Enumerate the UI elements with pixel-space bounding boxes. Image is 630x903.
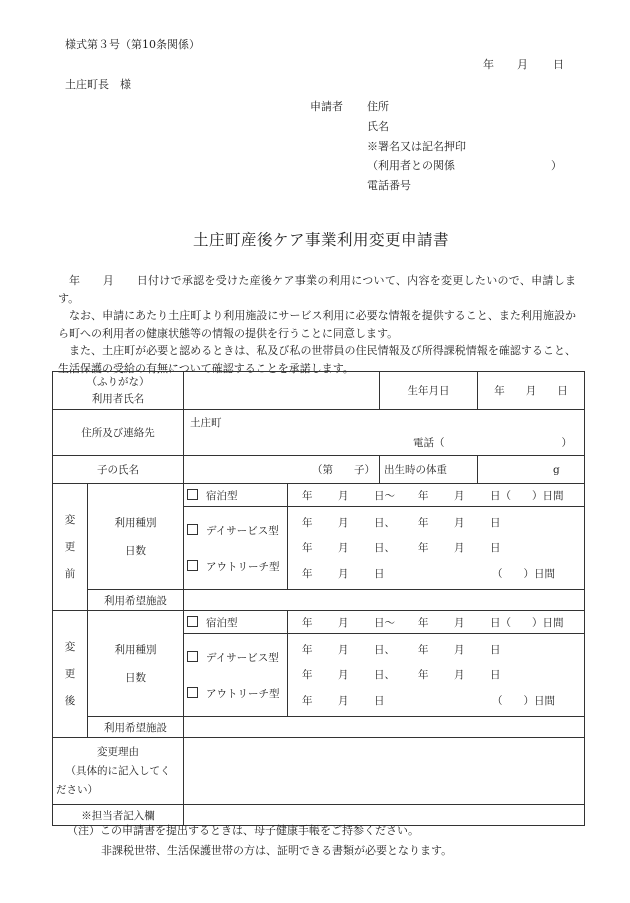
after-char: 変: [64, 640, 76, 653]
applicant-label: 申請者: [310, 100, 343, 113]
date-token: 年: [302, 517, 313, 530]
paragraph: なお、申請にあたり土庄町より利用施設にサービス利用に必要な情報を提供すること、また利用施設から町への利用者の健康状態等の情報の提供を行うことに同意します。: [58, 309, 576, 340]
before-char: 変: [64, 513, 76, 526]
applicant-address: 住所: [367, 100, 389, 113]
date-token: 月: [338, 669, 349, 682]
date-token: 年: [302, 616, 313, 629]
before-char: 前: [64, 567, 76, 580]
option-outreach-label: アウトリーチ型: [206, 560, 280, 573]
stay-dates[interactable]: [288, 611, 585, 634]
user-name-label: 利用者氏名: [91, 392, 145, 405]
day-outreach-dates[interactable]: [288, 507, 585, 590]
facility-label: 利用希望施設: [88, 590, 184, 611]
date-token: 月: [338, 616, 349, 629]
address-contact-label: 住所及び連絡先: [53, 410, 184, 456]
date-token: 月: [454, 489, 465, 502]
date-token: 年: [418, 517, 429, 530]
option-group: [184, 634, 288, 717]
option-group: [184, 507, 288, 590]
user-name-field[interactable]: [184, 372, 380, 410]
date-day: 日: [553, 58, 564, 71]
facility-field[interactable]: [184, 590, 585, 611]
birth-date-field[interactable]: 年 月 日: [478, 372, 585, 410]
date-token: 月: [454, 669, 465, 682]
option-day-label: デイサービス型: [206, 651, 279, 664]
date-token: 年: [418, 669, 429, 682]
phone-close: ）: [561, 437, 572, 449]
date-token: 日〜: [374, 489, 395, 502]
checkbox[interactable]: [187, 489, 198, 500]
option-stay[interactable]: [184, 484, 288, 507]
child-name-label: 子の氏名: [53, 456, 184, 484]
furigana-label: （ふりがな）: [86, 375, 150, 388]
date-token: 日〜: [374, 616, 395, 629]
date-token: 年: [302, 644, 313, 657]
date-token: 日、: [374, 517, 395, 530]
birth-weight-label: 出生時の体重: [380, 456, 478, 484]
town-label: 土庄町: [190, 417, 222, 429]
date-month: 月: [517, 58, 528, 71]
option-day[interactable]: [187, 650, 284, 665]
page-title: 土庄町産後ケア事業利用変更申請書: [193, 231, 450, 249]
after-char: 更: [64, 667, 76, 680]
days-text: 日数: [125, 671, 146, 684]
date-token: 月: [454, 644, 465, 657]
weight-unit: g: [553, 463, 560, 476]
date-year: 年: [483, 58, 494, 71]
usage-type-label: [88, 484, 184, 590]
note-1: （注）この申請書を提出するときは、母子健康手帳をご持参ください。: [67, 824, 419, 837]
date-token: 月: [338, 644, 349, 657]
date-token: 月: [454, 517, 465, 530]
after-char: 後: [64, 694, 76, 707]
relation-close: ）: [551, 159, 562, 172]
facility-label: 利用希望施設: [88, 717, 184, 738]
date-token: 年: [302, 694, 313, 707]
date-token: （ ）日間: [492, 694, 555, 707]
before-change-header: [53, 484, 88, 611]
date-token: 日、: [374, 542, 395, 555]
form-number: 様式第３号（第10条関係）: [65, 38, 200, 51]
date-token: 月: [454, 542, 465, 555]
reason-line: （具体的に記入してく: [65, 764, 171, 777]
signature-note: ※署名又は記名押印: [367, 140, 466, 153]
usage-type-label: [88, 611, 184, 717]
date-token: 日: [374, 694, 385, 707]
paragraph: また、土庄町が必要と認めるときは、私及び私の世帯員の住民情報及び所得課税情報を確認すること、生活保護の受給の有無について確認することを承諾します。: [58, 344, 576, 375]
option-stay-label: 宿泊型: [206, 616, 238, 629]
address-field[interactable]: [184, 410, 585, 456]
after-change-header: [53, 611, 88, 738]
date-token: 月: [454, 616, 465, 629]
date-token: 月: [338, 694, 349, 707]
date-token: 月: [338, 489, 349, 502]
user-name-header: [53, 372, 184, 410]
date-token: 年: [418, 616, 429, 629]
relation-open: （利用者との関係: [367, 159, 455, 172]
date-token: 日（ ）日間: [490, 489, 564, 502]
reason-line: ださい）: [56, 783, 98, 796]
change-reason-field[interactable]: [184, 738, 585, 805]
date-token: 日: [490, 669, 501, 682]
date-token: 年: [302, 489, 313, 502]
addressee: 土庄町長 様: [65, 78, 131, 91]
date-token: 月: [338, 542, 349, 555]
date-token: 年: [418, 542, 429, 555]
stay-dates[interactable]: [288, 484, 585, 507]
date-token: 日: [490, 644, 501, 657]
applicant-phone: 電話番号: [367, 179, 411, 192]
date-token: （ ）日間: [492, 567, 555, 580]
option-outreach[interactable]: [187, 686, 284, 701]
date-token: 日: [490, 542, 501, 555]
date-token: 日: [490, 517, 501, 530]
birth-date-label: 生年月日: [380, 372, 478, 410]
usage-type-text: 利用種別: [114, 643, 157, 656]
birth-weight-field[interactable]: [478, 456, 585, 484]
child-order: （第 子）: [312, 464, 375, 476]
date-token: 日、: [374, 669, 395, 682]
applicant-name: 氏名: [367, 120, 389, 133]
reason-line: 変更理由: [97, 745, 139, 758]
date-token: 月: [338, 517, 349, 530]
checkbox[interactable]: [187, 616, 198, 627]
option-day[interactable]: [187, 523, 284, 538]
date-token: 年: [418, 644, 429, 657]
option-stay-label: 宿泊型: [206, 489, 238, 502]
date-token: 日、: [374, 644, 395, 657]
checkbox[interactable]: [187, 524, 198, 535]
staff-column-label: ※担当者記入欄: [53, 805, 184, 826]
before-char: 更: [64, 540, 76, 553]
option-stay[interactable]: [184, 611, 288, 634]
date-token: 年: [302, 542, 313, 555]
date-token: 年: [418, 489, 429, 502]
child-name-field[interactable]: [184, 456, 380, 484]
option-outreach[interactable]: [187, 559, 284, 574]
date-token: 日（ ）日間: [490, 616, 564, 629]
date-token: 年: [302, 567, 313, 580]
date-token: 月: [338, 567, 349, 580]
usage-type-text: 利用種別: [114, 516, 157, 529]
change-reason-label: [53, 738, 184, 805]
checkbox[interactable]: [187, 560, 198, 571]
checkbox[interactable]: [187, 687, 198, 698]
note-2: 非課税世帯、生活保護世帯の方は、証明できる書類が必要となります。: [101, 844, 453, 857]
day-outreach-dates[interactable]: [288, 634, 585, 717]
application-table: [52, 371, 585, 826]
facility-field[interactable]: [184, 717, 585, 738]
option-day-label: デイサービス型: [206, 524, 279, 537]
option-outreach-label: アウトリーチ型: [206, 687, 280, 700]
days-text: 日数: [125, 544, 146, 557]
paragraph: 年 月 日付けで承認を受けた産後ケア事業の利用について、内容を変更したいので、申請します。: [58, 274, 576, 305]
body-paragraphs: [58, 272, 576, 377]
checkbox[interactable]: [187, 651, 198, 662]
date-token: 日: [374, 567, 385, 580]
date-token: 年: [302, 669, 313, 682]
phone-label: 電話（: [413, 437, 445, 449]
